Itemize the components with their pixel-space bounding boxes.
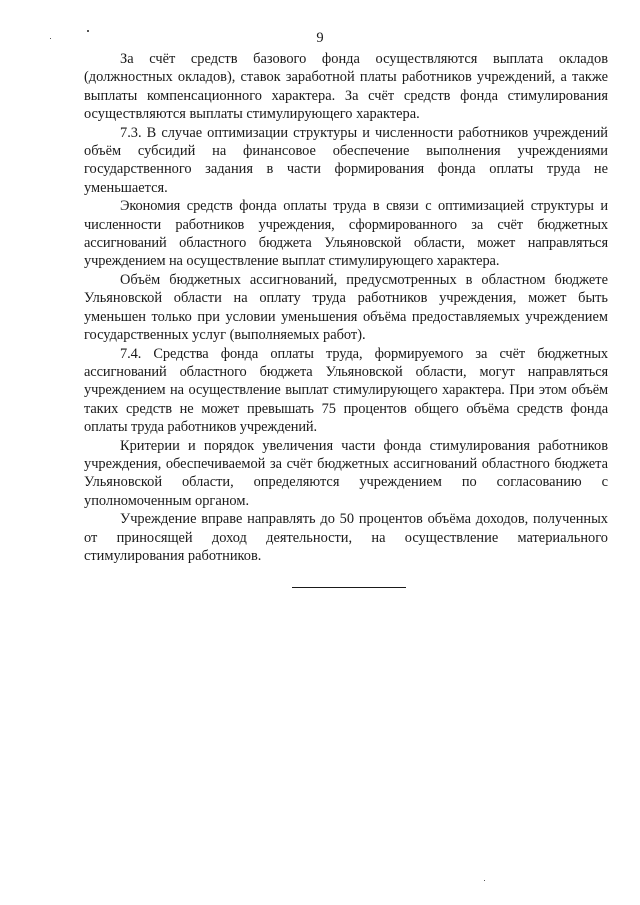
scan-speck-3 <box>484 880 485 881</box>
paragraph-4: Объём бюджетных ассигнований, предусмотренных в областном бюджете Ульяновской области на оплату труда работников учреждения, может быть уменьшен только при условии уменьшения объёма предоставляемых учреждением государственных услуг (выполняемых работ). <box>84 271 608 344</box>
paragraph-5-clause-7-4: 7.4. Средства фонда оплаты труда, формируемого за счёт бюджетных ассигнований областного бюджета Ульяновской области, могут направляться учреждением на осуществление выплат стимулирующего характера. При этом объём таких средств не может превышать 75 процентов общего объёма средств фонда оплаты труда работников учреждений. <box>84 345 608 436</box>
paragraph-3: Экономия средств фонда оплаты труда в связи с оптимизацией структуры и численности работников учреждения, сформированного за счёт бюджетных ассигнований областного бюджета Ульяновской области, может направляться учреждением на осуществление выплат стимулирующего характера. <box>84 198 608 270</box>
paragraph-2-clause-7-3: 7.3. В случае оптимизации структуры и численности работников учреждений объём субсидий на финансовое обеспечение выполнения учреждениями государственного задания в части формирования фонда оплаты труда не уменьшается. <box>84 124 608 196</box>
page-number: 9 <box>316 30 324 46</box>
document-body <box>84 50 608 565</box>
paragraph-7: Учреждение вправе направлять до 50 процентов объёма доходов, полученных от приносящей доход деятельности, на осуществление материального стимулирования работников. <box>84 511 608 564</box>
paragraph-6: Критерии и порядок увеличения части фонда стимулирования работников учреждения, обеспечиваемой за счёт бюджетных ассигнований областного бюджета Ульяновской области, определяются учреждением по согласованию с уполномоченным органом. <box>84 437 608 509</box>
paragraph-1: За счёт средств базового фонда осуществляются выплата окладов (должностных окладов), ставок заработной платы работников учреждений, а также выплаты компенсационного характера. За счёт средств фонда стимулирования осуществляются выплаты стимулирующего характера. <box>84 51 608 123</box>
closing-rule-line <box>292 587 406 588</box>
